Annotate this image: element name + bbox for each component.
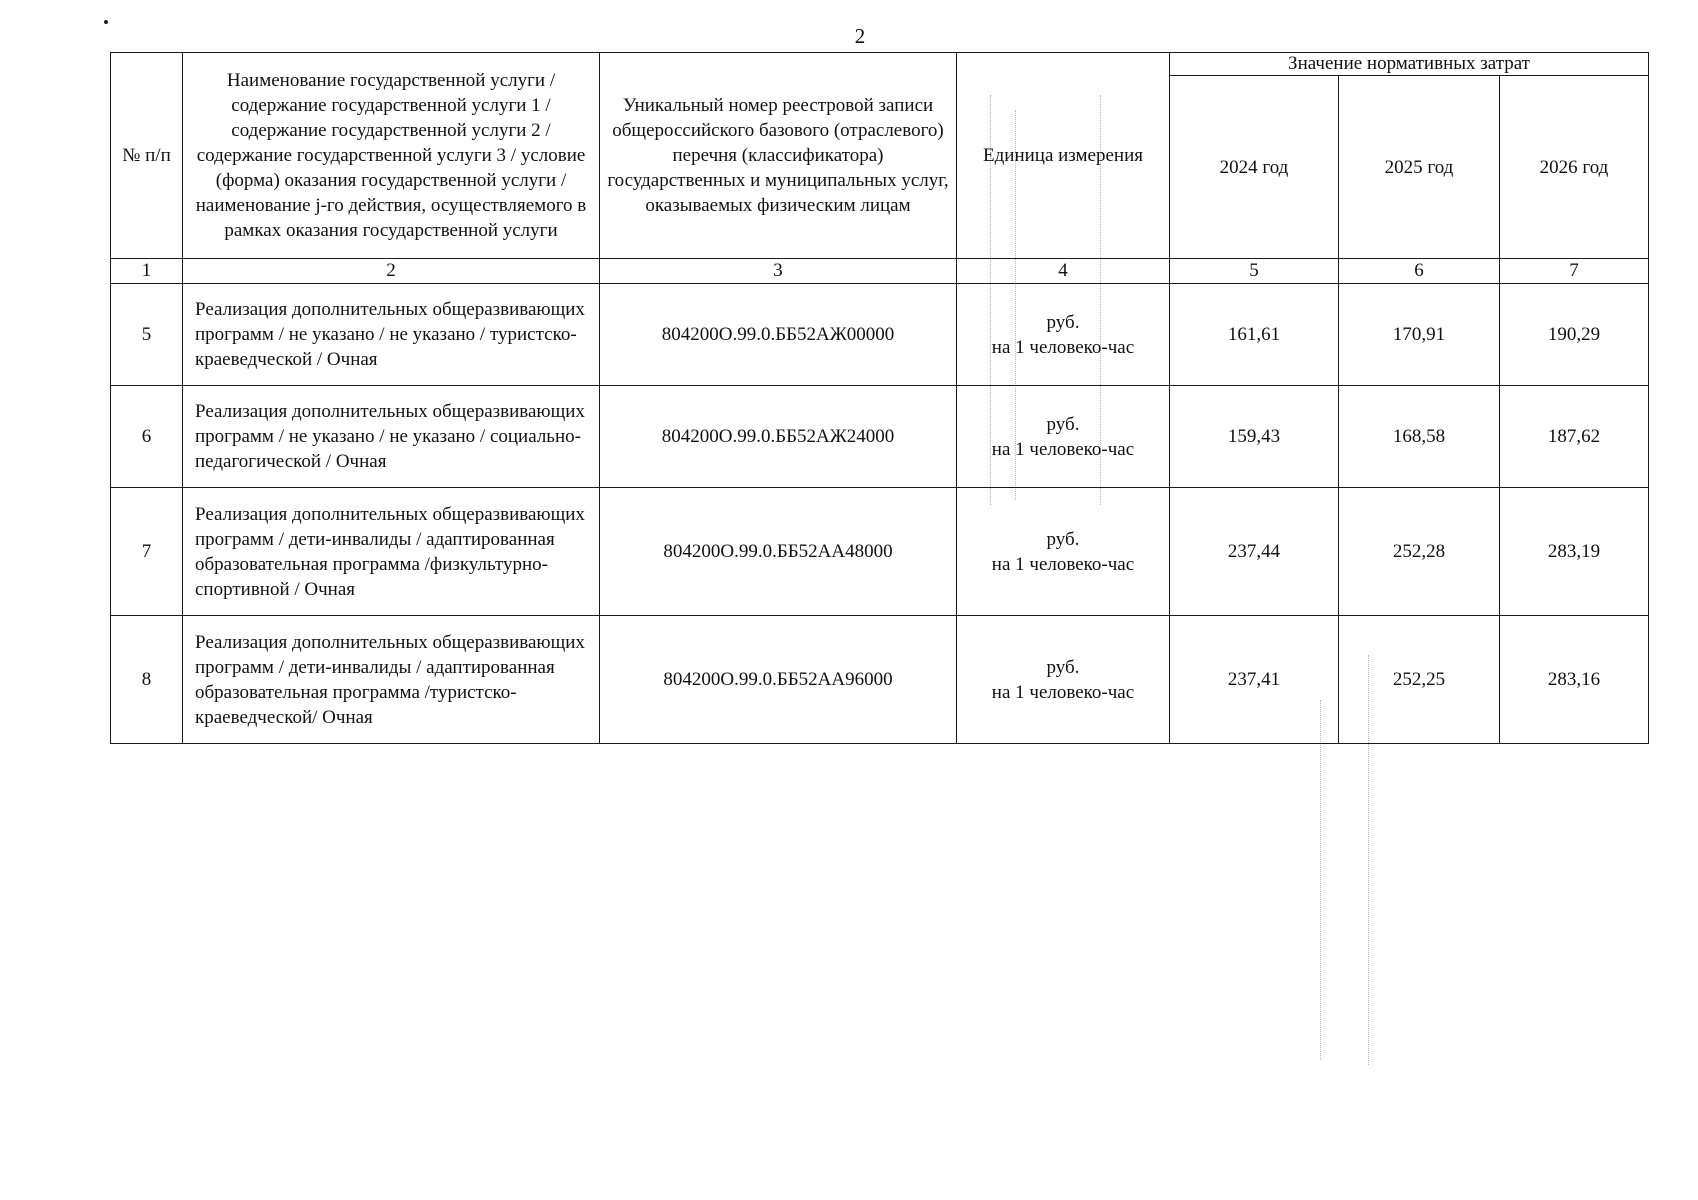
unit-currency: руб.	[1046, 413, 1080, 435]
value-2026: 190,29	[1500, 284, 1649, 386]
value-2024: 159,43	[1170, 386, 1339, 488]
table-row	[111, 616, 1649, 744]
unit-currency: руб.	[1046, 311, 1080, 333]
column-index: 1	[111, 259, 183, 284]
unit-currency: руб.	[1046, 656, 1080, 678]
service-name: Реализация дополнительных общеразвивающих программ / дети-инвалиды / адаптированная образовательная программа /физкультурно-спортивной / Очная	[183, 488, 600, 616]
value-2024: 237,44	[1170, 488, 1339, 616]
unit-cell	[957, 488, 1170, 616]
header-normative-costs: Значение нормативных затрат	[1170, 53, 1649, 76]
column-index: 3	[600, 259, 957, 284]
value-2026: 283,16	[1500, 616, 1649, 744]
column-index: 6	[1339, 259, 1500, 284]
unit-cell	[957, 616, 1170, 744]
unit-basis: на 1 человеко-час	[991, 553, 1135, 575]
unit-basis: на 1 человеко-час	[991, 336, 1135, 358]
scan-artifact	[1320, 700, 1321, 1060]
scan-dot	[104, 20, 108, 24]
column-index: 4	[957, 259, 1170, 284]
value-2026: 283,19	[1500, 488, 1649, 616]
unit-basis: на 1 человеко-час	[991, 681, 1135, 703]
header-service-name: Наименование государственной услуги / содержание государственной услуги 1 / содержание государственной услуги 2 / содержание государственной услуги 3 / условие (форма) оказания государственной услуги / наименование j-го действия, осуществляемого в рамках оказания государственной услуги	[183, 53, 600, 259]
value-2025: 170,91	[1339, 284, 1500, 386]
header-number: № п/п	[111, 53, 183, 259]
header-registry-number: Уникальный номер реестровой записи общероссийского базового (отраслевого) перечня (классификатора) государственных и муниципальных услуг, оказываемых физическим лицам	[600, 53, 957, 259]
unit-basis: на 1 человеко-час	[991, 438, 1135, 460]
column-index: 5	[1170, 259, 1339, 284]
table-row	[111, 386, 1649, 488]
registry-code: 804200О.99.0.ББ52АЖ24000	[600, 386, 957, 488]
column-index: 7	[1500, 259, 1649, 284]
registry-code: 804200О.99.0.ББ52АЖ00000	[600, 284, 957, 386]
value-2025: 252,25	[1339, 616, 1500, 744]
service-name: Реализация дополнительных общеразвивающих программ / не указано / не указано / социально-педагогической / Очная	[183, 386, 600, 488]
value-2025: 168,58	[1339, 386, 1500, 488]
value-2024: 237,41	[1170, 616, 1339, 744]
column-index-row	[111, 259, 1649, 284]
header-year-2024: 2024 год	[1170, 76, 1339, 259]
row-number: 8	[111, 616, 183, 744]
service-name: Реализация дополнительных общеразвивающих программ / дети-инвалиды / адаптированная образовательная программа /туристско-краеведческой/ Очная	[183, 616, 600, 744]
header-year-2025: 2025 год	[1339, 76, 1500, 259]
header-unit: Единица измерения	[957, 53, 1170, 259]
value-2025: 252,28	[1339, 488, 1500, 616]
row-number: 5	[111, 284, 183, 386]
column-index: 2	[183, 259, 600, 284]
unit-currency: руб.	[1046, 528, 1080, 550]
row-number: 7	[111, 488, 183, 616]
value-2024: 161,61	[1170, 284, 1339, 386]
registry-code: 804200О.99.0.ББ52АА96000	[600, 616, 957, 744]
table-row	[111, 488, 1649, 616]
normative-costs-table	[110, 52, 1649, 744]
service-name: Реализация дополнительных общеразвивающих программ / не указано / не указано / туристско-краеведческой / Очная	[183, 284, 600, 386]
value-2026: 187,62	[1500, 386, 1649, 488]
header-year-2026: 2026 год	[1500, 76, 1649, 259]
registry-code: 804200О.99.0.ББ52АА48000	[600, 488, 957, 616]
unit-cell	[957, 284, 1170, 386]
unit-cell	[957, 386, 1170, 488]
row-number: 6	[111, 386, 183, 488]
page-number: 2	[854, 24, 866, 48]
table-row	[111, 284, 1649, 386]
